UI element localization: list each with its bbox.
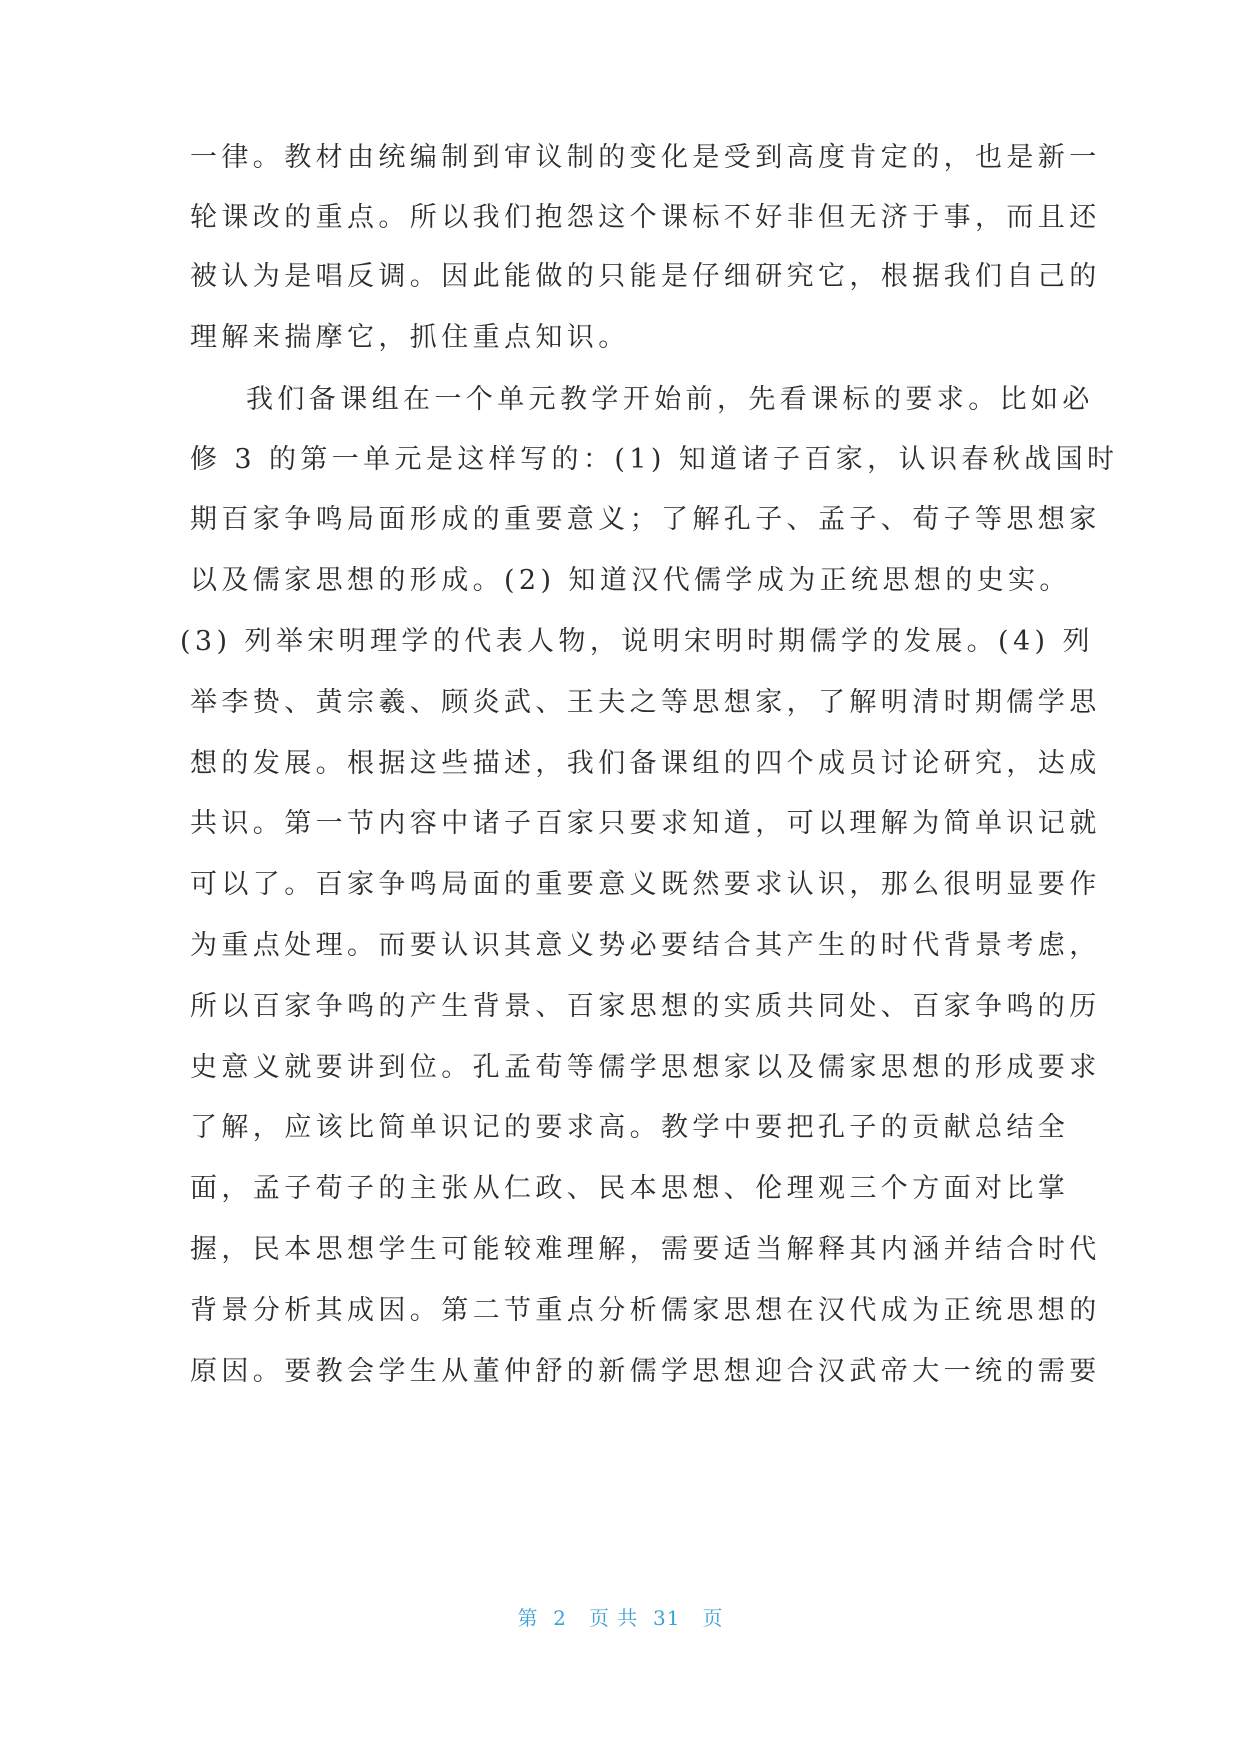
body-text-line: (3) 列举宋明理学的代表人物，说明宋明时期儒学的发展。(4) 列	[180, 626, 1094, 657]
body-text-line: 所以百家争鸣的产生背景、百家思想的实质共同处、百家争鸣的历	[190, 991, 1101, 1022]
body-text-line: 握，民本思想学生可能较难理解，需要适当解释其内涵并结合时代	[190, 1234, 1101, 1265]
body-text-line: 被认为是唱反调。因此能做的只能是仔细研究它，根据我们自己的	[190, 261, 1101, 292]
body-text-line: 一律。教材由统编制到审议制的变化是受到高度肯定的，也是新一	[190, 142, 1101, 173]
body-text-line: 我们备课组在一个单元教学开始前，先看课标的要求。比如必	[246, 384, 1094, 415]
page-number-footer: 第 2 页 共 31 页	[517, 1606, 724, 1630]
body-text-line: 期百家争鸣局面形成的重要意义；了解孔子、孟子、荀子等思想家	[190, 504, 1101, 535]
body-text-line: 理解来揣摩它，抓住重点知识。	[190, 322, 630, 353]
body-text-line: 可以了。百家争鸣局面的重要意义既然要求认识，那么很明显要作	[190, 869, 1101, 900]
body-text-line: 了解，应该比简单识记的要求高。教学中要把孔子的贡献总结全	[190, 1112, 1070, 1143]
body-text-line: 背景分析其成因。第二节重点分析儒家思想在汉代成为正统思想的	[190, 1295, 1101, 1326]
body-text-line: 以及儒家思想的形成。(2) 知道汉代儒学成为正统思想的史实。	[190, 565, 1071, 596]
body-text-line: 修 3 的第一单元是这样写的：(1) 知道诸子百家，认识春秋战国时	[190, 444, 1119, 475]
body-text-line: 轮课改的重点。所以我们抱怨这个课标不好非但无济于事，而且还	[190, 202, 1101, 233]
body-text-line: 面，孟子荀子的主张从仁政、民本思想、伦理观三个方面对比掌	[190, 1173, 1070, 1204]
body-text-line: 原因。要教会学生从董仲舒的新儒学思想迎合汉武帝大一统的需要	[190, 1356, 1101, 1387]
body-text-line: 为重点处理。而要认识其意义势必要结合其产生的时代背景考虑，	[190, 930, 1101, 961]
body-text-line: 举李贽、黄宗羲、顾炎武、王夫之等思想家，了解明清时期儒学思	[190, 687, 1101, 718]
body-text-line: 史意义就要讲到位。孔孟荀等儒学思想家以及儒家思想的形成要求	[190, 1052, 1101, 1083]
body-text-line: 共识。第一节内容中诸子百家只要求知道，可以理解为简单识记就	[190, 808, 1101, 839]
body-text-line: 想的发展。根据这些描述，我们备课组的四个成员讨论研究，达成	[190, 748, 1101, 779]
